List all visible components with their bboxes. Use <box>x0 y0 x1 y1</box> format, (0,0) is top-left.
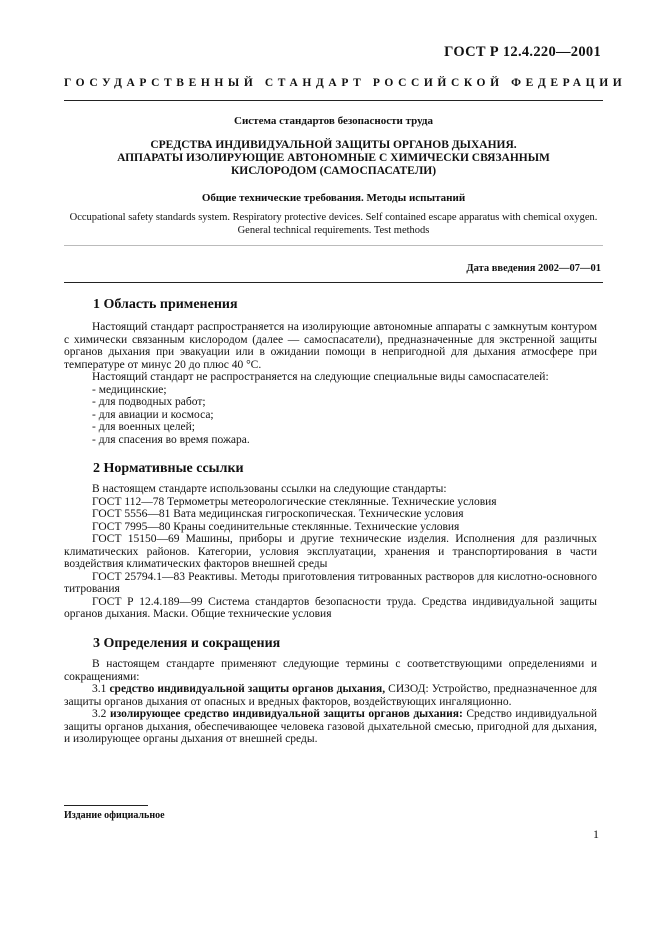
section-3-heading: 3 Определения и сокращения <box>93 636 281 651</box>
state-standard-banner: ГОСУДАРСТВЕННЫЙ СТАНДАРТ РОССИЙСКОЙ ФЕДЕРАЦИИ <box>64 77 627 89</box>
list-item: - для подводных работ; <box>92 396 206 408</box>
reference-item: ГОСТ 112—78 Термометры метеорологические стеклянные. Технические условия <box>92 495 497 508</box>
definition-term: изолирующее средство индивидуальной защиты органов дыхания: <box>109 708 463 720</box>
introduction-date: Дата введения 2002—07—01 <box>466 263 601 274</box>
section-1-heading: 1 Область применения <box>93 297 238 312</box>
section-2-body <box>64 483 597 621</box>
official-edition-label: Издание официальное <box>64 810 165 821</box>
list-item: - для авиации и космоса; <box>92 408 214 421</box>
definition-3-2 <box>64 708 597 746</box>
reference-item: ГОСТ 5556—81 Вата медицинская гигроскопическая. Технические условия <box>92 508 464 520</box>
reference-item: ГОСТ 15150—69 Машины, приборы и другие технические изделия. Исполнения для различных климатических районов. Категории, условия эксплуатации, хранения и транспортирования в части воздействия климатических факторов внешней среды <box>64 533 597 570</box>
english-title: Occupational safety standards system. Respiratory protective devices. Self contained escape apparatus with chemical oxygen. General technical requirements. Test methods <box>69 212 598 236</box>
section-1-body <box>64 321 597 446</box>
definition-text: Средство индивидуальной защиты органов дыхания, обеспечивающее человека газовой дыхательной смесью, пригодной для дыхания, и изолирующее органы дыхания от внешней среды. <box>64 708 598 745</box>
reference-item: ГОСТ Р 12.4.189—99 Система стандартов безопасности труда. Средства индивидуальной защиты органов дыхания. Маски. Общие технические условия <box>64 595 597 620</box>
paragraph: В настоящем стандарте использованы ссылки на следующие стандарты: <box>92 483 447 495</box>
definition-text: СИЗОД: Устройство, предназначенное для защиты органов дыхания от опасных и вредных факторов, воздействующих ингаляционно. <box>64 683 598 708</box>
definition-number: 3.2 <box>92 708 107 720</box>
subtitle: Общие технические требования. Методы испытаний <box>201 192 466 204</box>
list-item: - для военных целей; <box>92 421 195 433</box>
main-title <box>110 139 557 178</box>
definition-term: средство индивидуальной защиты органов дыхания, <box>109 683 386 695</box>
section-2-heading: 2 Нормативные ссылки <box>93 461 244 476</box>
gost-number: ГОСТ Р 12.4.220—2001 <box>444 44 601 60</box>
paragraph: В настоящем стандарте применяют следующие термины с соответствующими определениями и сокращениями: <box>64 658 597 683</box>
main-title-line: КИСЛОРОДОМ (САМОСПАСАТЕЛИ) <box>230 165 437 177</box>
paragraph: Настоящий стандарт не распространяется на следующие специальные виды самоспасателей: <box>92 371 549 383</box>
standards-system-title: Система стандартов безопасности труда <box>234 115 433 127</box>
definition-3-1 <box>64 683 597 708</box>
list-item: - медицинские; <box>92 383 167 396</box>
definition-number: 3.1 <box>92 683 107 695</box>
footer-divider <box>64 805 148 806</box>
main-title-line: СРЕДСТВА ИНДИВИДУАЛЬНОЙ ЗАЩИТЫ ОРГАНОВ ДЫХАНИЯ. <box>150 139 517 151</box>
paragraph: Настоящий стандарт распространяется на изолирующие автономные аппараты с замкнутым контуром с химически связанным кислородом (далее — самоспасатели), предназначенные для экстренной защиты органов дыхания при эвакуации или в ожидании помощи в непригодной для дыхания атмосфере при температуре от минус 20 до плюс 40 °С. <box>64 321 597 371</box>
reference-item: ГОСТ 7995—80 Краны соединительные стеклянные. Технические условия <box>92 520 460 533</box>
date-divider <box>64 282 603 283</box>
page-number: 1 <box>593 827 599 841</box>
main-title-line: АППАРАТЫ ИЗОЛИРУЮЩИЕ АВТОНОМНЫЕ С ХИМИЧЕСКИ СВЯЗАННЫМ <box>117 152 550 164</box>
section-3-body <box>64 658 597 746</box>
title-divider <box>64 245 603 246</box>
header-divider <box>64 100 603 101</box>
list-item: - для спасения во время пожара. <box>92 433 250 446</box>
reference-item: ГОСТ 25794.1—83 Реактивы. Методы приготовления титрованных растворов для кислотно-основного титрования <box>64 570 597 595</box>
